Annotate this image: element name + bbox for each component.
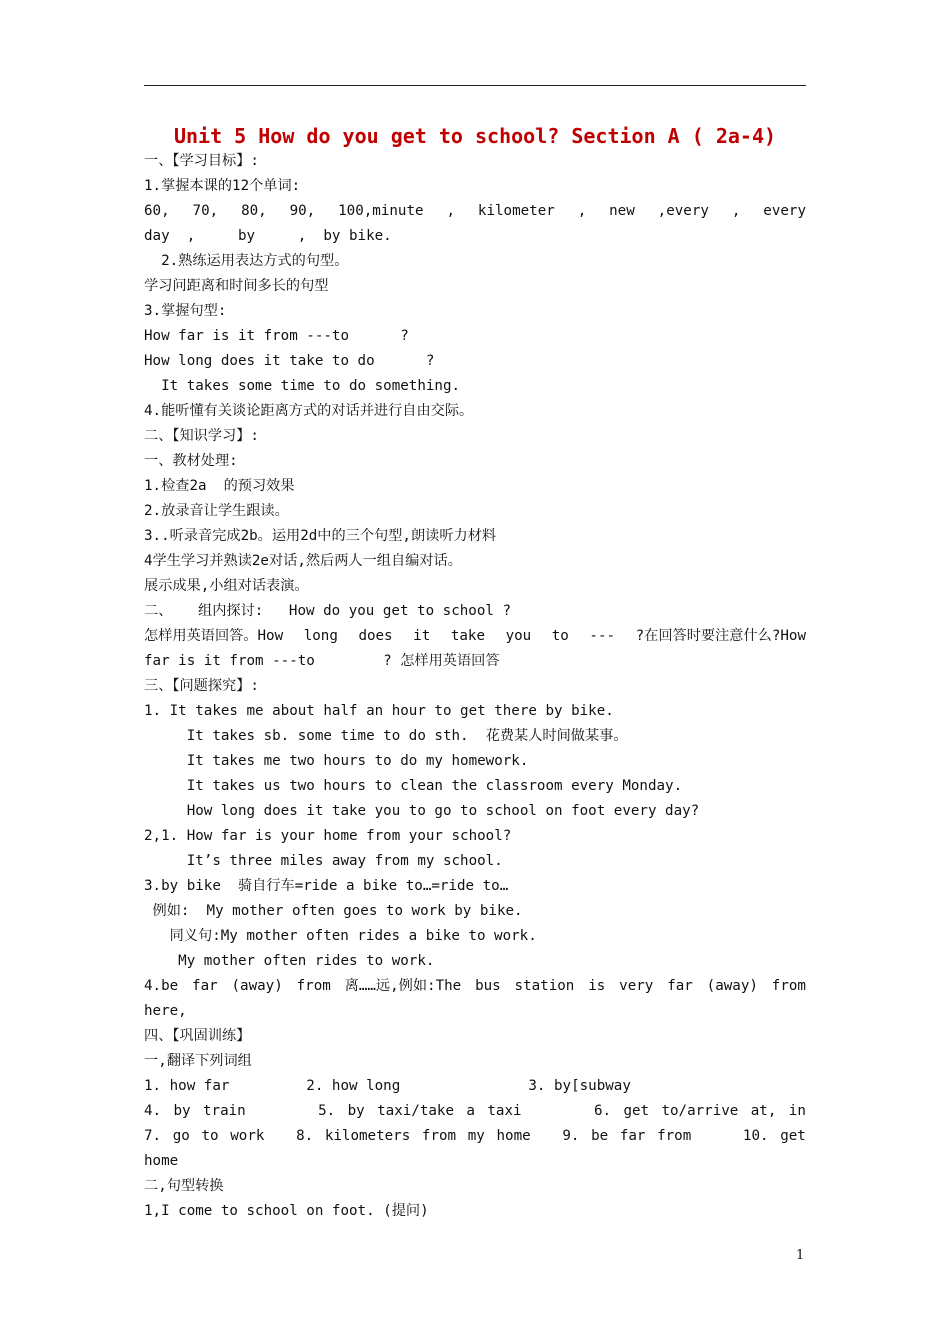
word: every — [763, 203, 806, 219]
section-heading-practice: 四、【巩固训练】 — [144, 1028, 251, 1044]
discussion-question-cont: far is it from ---to ? 怎样用英语回答 — [144, 653, 500, 669]
step-3: 3..听录音完成2b。运用2d中的三个句型,朗读听力材料 — [144, 528, 497, 544]
section-heading-problems: 三、【问题探究】: — [144, 678, 259, 694]
text-chunk: 7. — [144, 1128, 162, 1144]
text-chunk: home — [496, 1128, 531, 1144]
text-chunk: is — [588, 978, 606, 994]
text-chunk: (away) — [231, 978, 283, 994]
phrase-row-1: 1. how far 2. how long 3. by[subway — [144, 1078, 631, 1094]
text-chunk: 离……远,例如:The — [344, 978, 462, 994]
word: 90, — [289, 203, 316, 219]
text-chunk: train — [203, 1103, 246, 1119]
example-line: My mother often rides to work. — [144, 953, 435, 969]
text-chunk: at, — [750, 1103, 777, 1119]
word: 80, — [241, 203, 267, 219]
group-discussion: 二、 组内探讨: How do you get to school ? — [144, 603, 511, 619]
pattern-1: How far is it from ---to ? — [144, 328, 409, 344]
goal-2-desc: 学习问距离和时间多长的句型 — [144, 278, 329, 294]
pattern-3: It takes some time to do something. — [144, 378, 461, 394]
example-line: 同义句:My mother often rides a bike to work. — [144, 928, 537, 944]
text-chunk: to — [551, 628, 569, 644]
text-chunk: to/arrive — [661, 1103, 739, 1119]
step-4: 4学生学习并熟读2e对话,然后两人一组自编对话。 — [144, 553, 462, 569]
example-line: 3.by bike 骑自行车=ride a bike to…=ride to… — [144, 878, 509, 894]
word: 60, — [144, 203, 170, 219]
text-chunk: by — [173, 1103, 191, 1119]
pattern-2: How long does it take to do ? — [144, 353, 435, 369]
section-heading-goals: 一、【学习目标】: — [144, 153, 259, 169]
subheading-translate: 一,翻译下列词组 — [144, 1053, 252, 1069]
goal-4: 4.能听懂有关谈论距离方式的对话并进行自由交际。 — [144, 403, 474, 419]
text-chunk: taxi/take — [377, 1103, 454, 1119]
text-chunk: far — [667, 978, 693, 994]
text-chunk: a — [466, 1103, 475, 1119]
goal-3: 3.掌握句型: — [144, 303, 227, 319]
text-chunk: from — [421, 1128, 457, 1144]
word: 100,minute — [338, 203, 424, 219]
discussion-question — [144, 626, 806, 646]
text-chunk: get — [623, 1103, 650, 1119]
text-chunk: in — [788, 1103, 806, 1119]
goal-1: 1.掌握本课的12个单词: — [144, 178, 301, 194]
example-line: It takes me two hours to do my homework. — [144, 753, 529, 769]
text-chunk: --- — [589, 628, 616, 644]
text-chunk: far — [192, 978, 218, 994]
text-chunk: 6. — [593, 1103, 612, 1119]
page-number: 1 — [796, 1248, 805, 1263]
word-list-cont: day , by , by bike. — [144, 228, 392, 244]
phrase-row-2 — [144, 1101, 806, 1121]
phrase-row-3-cont: home — [144, 1153, 179, 1169]
header-rule — [144, 85, 806, 86]
subheading-material: 一、教材处理: — [144, 453, 238, 469]
text-chunk: ?在回答时要注意什么?How — [635, 628, 806, 644]
text-chunk: my — [467, 1128, 485, 1144]
text-chunk: (away) — [706, 978, 758, 994]
word: , — [446, 203, 455, 219]
word: 70, — [192, 203, 219, 219]
step-1: 1.检查2a 的预习效果 — [144, 478, 295, 494]
text-chunk: station — [514, 978, 575, 994]
word: kilometer — [477, 203, 555, 219]
example-line: It takes us two hours to clean the classroom every Monday. — [144, 778, 683, 794]
example-line: 1. It takes me about half an hour to get there by bike. — [144, 703, 614, 719]
text-chunk: by — [347, 1103, 365, 1119]
text-chunk: very — [619, 978, 654, 994]
text-chunk: 9. — [562, 1128, 580, 1144]
transform-question-1: 1,I come to school on foot. (提问) — [144, 1203, 429, 1219]
word: , — [731, 203, 741, 219]
text-chunk: it — [413, 628, 431, 644]
text-chunk: bus — [475, 978, 501, 994]
text-chunk: from — [296, 978, 331, 994]
example-line: 2,1. How far is your home from your school? — [144, 828, 512, 844]
word: , — [577, 203, 587, 219]
text-chunk: work — [230, 1128, 265, 1144]
text-chunk: long — [303, 628, 338, 644]
example-line: here, — [144, 1003, 187, 1019]
word: ,every — [657, 203, 709, 219]
example-line: It’s three miles away from my school. — [144, 853, 503, 869]
section-heading-knowledge: 二、【知识学习】: — [144, 428, 259, 444]
text-chunk: from — [771, 978, 806, 994]
page-title: Unit 5 How do you get to school? Section A ( 2a-4) — [173, 124, 777, 148]
text-chunk: go — [172, 1128, 190, 1144]
word-list — [144, 201, 806, 221]
example-line: How long does it take you to go to school on foot every day? — [144, 803, 700, 819]
text-chunk: from — [657, 1128, 692, 1144]
text-chunk: far — [619, 1128, 646, 1144]
step-2: 2.放录音让学生跟读。 — [144, 503, 289, 519]
text-chunk: 4. — [144, 1103, 162, 1119]
text-chunk: 怎样用英语回答。How — [144, 628, 284, 644]
text-chunk: 4.be — [144, 978, 179, 994]
example-line: 例如: My mother often goes to work by bike. — [144, 903, 523, 919]
text-chunk: get — [780, 1128, 806, 1144]
goal-2: 2.熟练运用表达方式的句型。 — [144, 253, 349, 269]
text-chunk: take — [450, 628, 485, 644]
phrase-row-3 — [144, 1126, 806, 1146]
text-chunk: you — [505, 628, 532, 644]
example-line — [144, 976, 806, 996]
text-chunk: 5. — [318, 1103, 336, 1119]
step-5: 展示成果,小组对话表演。 — [144, 578, 309, 594]
subheading-transform: 二,句型转换 — [144, 1178, 224, 1194]
text-chunk: kilometers — [324, 1128, 411, 1144]
text-chunk: does — [358, 628, 393, 644]
text-chunk: be — [591, 1128, 609, 1144]
text-chunk: taxi — [487, 1103, 522, 1119]
text-chunk: 8. — [296, 1128, 314, 1144]
word: new — [609, 203, 635, 219]
text-chunk: to — [201, 1128, 219, 1144]
text-chunk: 10. — [742, 1128, 769, 1144]
example-line: It takes sb. some time to do sth. 花费某人时间做某事。 — [144, 728, 628, 744]
